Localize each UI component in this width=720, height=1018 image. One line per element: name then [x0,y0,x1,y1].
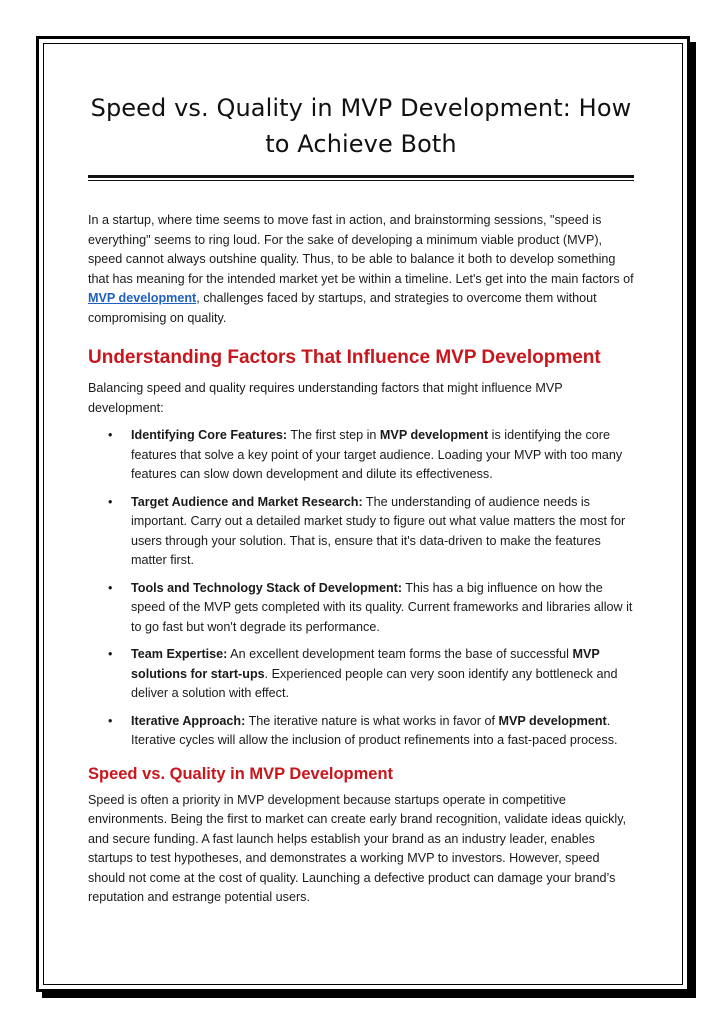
list-item-label: Tools and Technology Stack of Development: [131,580,403,595]
list-item-text: An excellent development team forms the base of successful [227,647,573,661]
list-item-text: The first step in [287,428,380,442]
title-rule-thick [88,175,634,178]
intro-text-before-link: In a startup, where time seems to move fast in action, and brainstorming sessions, "speed is everything" seems to ring loud. For the sake of developing a minimum viable product (MVP), speed cannot always outshine quality. Thus, to be able to balance it both to develop something that has meaning for the intended market yet be within a timeline. Let's get into the main factors of [88,213,634,286]
title-rule-thin [88,180,634,181]
list-item [88,426,634,485]
list-item-text: The understanding of audience needs is important. Carry out a detailed market study to figure out what value matters the most for users through your solution. That is, ensure that it's data-driven to make the features matter first. [131,494,626,567]
intro-text-after-link: , challenges faced by startups, and strategies to overcome them without compromising on quality. [88,291,597,325]
list-item [88,493,634,571]
section-heading-speed-quality: Speed vs. Quality in MVP Development [88,764,394,783]
list-item [88,712,634,751]
factors-list [88,426,634,751]
bullet-icon: • [108,428,113,442]
intro-paragraph [88,211,634,328]
list-item-label: Identifying Core Features: [131,428,288,442]
speed-quality-paragraph: Speed is often a priority in MVP development because startups operate in competitive environments. Being the first to market can create early brand recognition, validate ideas quickly, and secure funding. A fast launch helps establish your brand as an industry leader, enables startups to test hypotheses, and demonstrates a working MVP to investors. However, speed should not come at the cost of quality. Launching a defective product can damage your brand’s reputation and estrange potential users. [88,792,627,904]
mvp-development-link[interactable]: MVP development [88,291,197,305]
list-item-bold-term: MVP solutions for start-ups [131,647,600,681]
bullet-icon: • [108,580,113,595]
list-item [88,645,634,704]
bullet-icon: • [108,647,113,661]
list-item-text: is identifying the core features that solve a key point of your target audience. Loading your MVP with too many features can slow down development and dilute its effectiveness. [131,428,623,481]
list-item-bold-term: MVP development [379,428,489,442]
list-item-text: The iterative nature is what works in favor of [245,713,499,728]
list-item-text: This has a big influence on how the speed of the MVP gets completed with its quality. Current frameworks and libraries allow it to go fast but won't degrade its performance. [131,580,633,634]
list-item-label: Target Audience and Market Research: [131,494,363,509]
bullet-icon: • [108,713,113,728]
list-item [88,579,634,638]
list-item-text: . Experienced people can very soon identify any bottleneck and deliver a solution with effect. [131,666,618,700]
document-body [88,90,634,908]
list-item-bold-term: MVP development [498,713,607,728]
list-item-label: Team Expertise: [131,647,228,661]
bullet-icon: • [108,494,113,509]
section-lead-text: Balancing speed and quality requires understanding factors that might influence MVP development: [88,381,563,415]
list-item-text: . Iterative cycles will allow the inclusion of product refinements into a fast-paced process. [131,713,618,747]
document-title: Speed vs. Quality in MVP Development: How to Achieve Both [90,94,632,158]
section-heading-factors: Understanding Factors That Influence MVP Development [88,347,601,368]
list-item-label: Iterative Approach: [131,713,246,728]
